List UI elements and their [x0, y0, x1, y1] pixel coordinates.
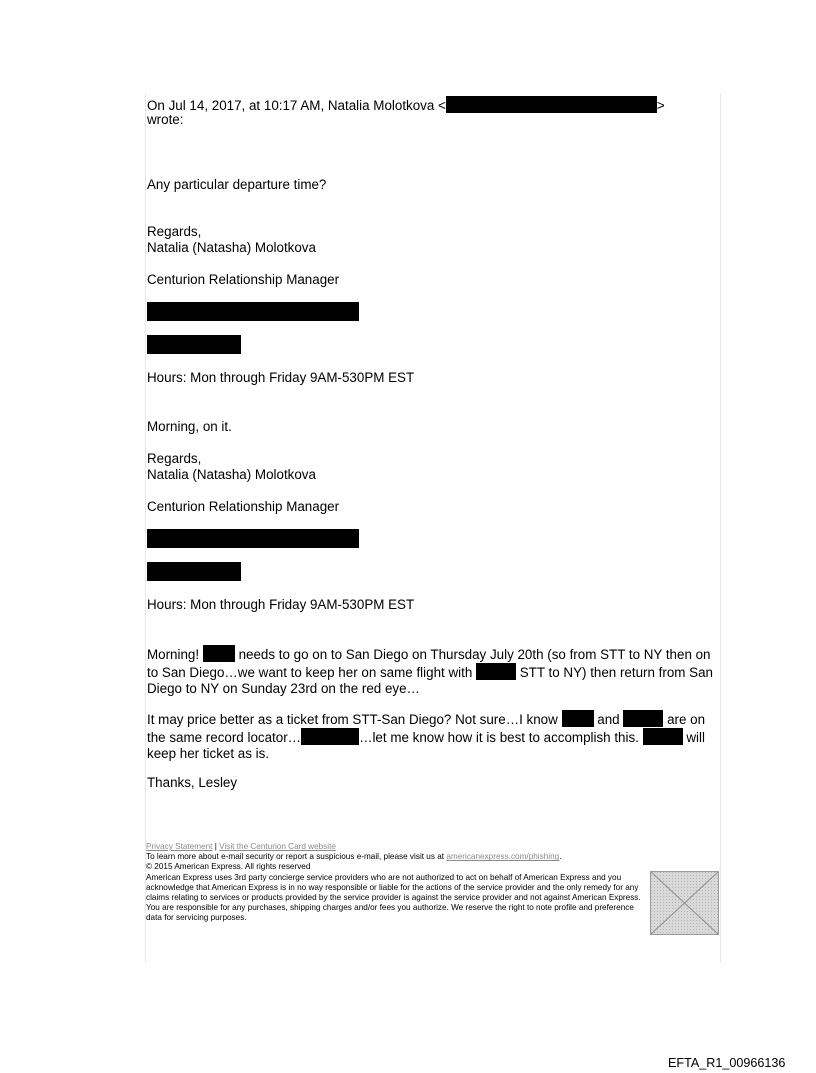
footer-links: Privacy Statement | Visit the Centurion Card website [146, 842, 336, 851]
departure-question: Any particular departure time? [147, 177, 327, 192]
redacted-name [203, 645, 235, 662]
redacted-name [562, 710, 594, 727]
sender-title: Centurion Relationship Manager [147, 499, 340, 514]
office-hours: Hours: Mon through Friday 9AM-530PM EST [147, 370, 415, 385]
redacted-name [476, 663, 516, 680]
redacted-name [623, 710, 663, 727]
redacted-locator [301, 728, 359, 745]
request-paragraph: Morning! needs to go on to San Diego on Thursday July 20th (so from STT to NY then on to San Diego…we want to keep her on same flight with STT to NY) then return from San Diego to NY on Sunday 23rd on the red eye… [147, 647, 713, 696]
redacted-contact [147, 529, 359, 548]
email-frame [145, 93, 721, 963]
sender-name: Natalia (Natasha) Molotkova [147, 467, 316, 482]
centurion-card-link[interactable]: Visit the Centurion Card website [219, 842, 336, 851]
redacted-phone [147, 562, 241, 581]
security-notice: To learn more about e-mail security or report a suspicious e-mail, please visit us at americanexpress.com/phishing. [146, 852, 562, 862]
pricing-paragraph: It may price better as a ticket from STT-San Diego? Not sure…I know and are on the same record locator… …let me know how it is best to accomplish this. will keep her ticket as is. [147, 712, 706, 761]
sender-name: Natalia (Natasha) Molotkova [147, 240, 316, 255]
email-footer [146, 842, 651, 924]
broken-image-placeholder [650, 871, 719, 935]
sender-title: Centurion Relationship Manager [147, 272, 340, 287]
document-id: EFTA_R1_00966136 [668, 1056, 786, 1070]
redacted-contact [147, 302, 359, 321]
office-hours: Hours: Mon through Friday 9AM-530PM EST [147, 597, 415, 612]
regards: Regards, [147, 224, 202, 239]
redacted-email [446, 96, 657, 113]
signoff: Thanks, Lesley [147, 775, 238, 790]
copyright: © 2015 American Express. All rights reserved [146, 862, 311, 872]
privacy-statement-link[interactable]: Privacy Statement [146, 842, 213, 851]
quoted-header: On Jul 14, 2017, at 10:17 AM, Natalia Molotkova < > [147, 98, 665, 113]
quoted-header-wrote: wrote: [147, 112, 184, 127]
redacted-phone [147, 335, 241, 354]
reply-text: Morning, on it. [147, 419, 232, 434]
disclaimer: American Express uses 3rd party concierge service providers who are not authorized to act on behalf of American Express and you acknowledge that American Express is in no way responsible or liable for the actions of the service provider and the only remedy for any claims relating to services or products provided by the service provider is against the service provider and not against American Express. You are responsible for any purchases, shipping charges and/or fees you authorize. We reserve the right to note profile and preference data for servicing purposes. [146, 872, 641, 923]
regards: Regards, [147, 451, 202, 466]
redacted-name [643, 728, 683, 745]
phishing-link[interactable]: americanexpress.com/phishing [446, 852, 560, 862]
